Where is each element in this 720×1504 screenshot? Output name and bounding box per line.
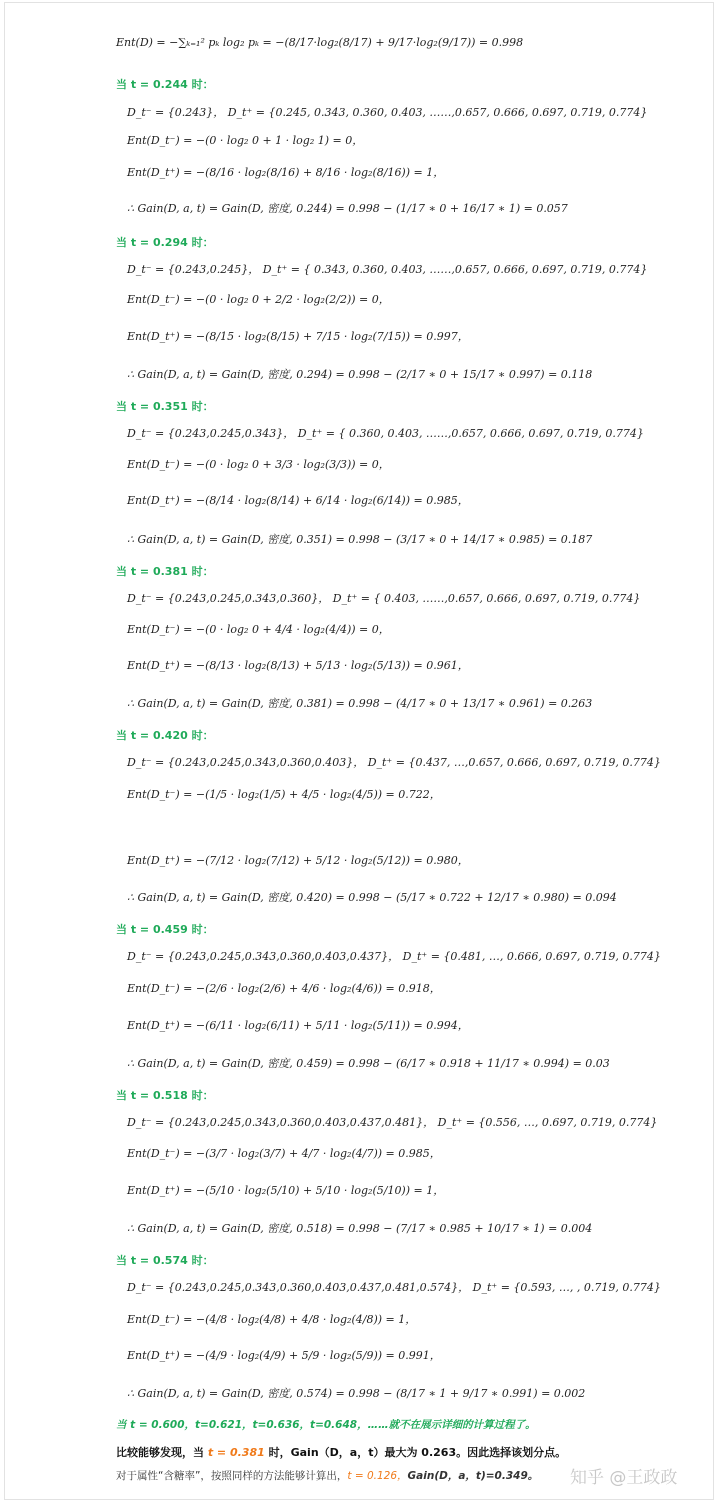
gain-0351: ∴ Gain(D, a, t) = Gain(D, 密度, 0.351) = 0.998 − (3/17 ∗ 0 + 14/17 ∗ 0.985) = 0.187 — [127, 533, 593, 546]
case-heading-0244: 当 t = 0.244 时： — [116, 78, 214, 91]
case-heading-0574: 当 t = 0.574 时： — [116, 1254, 214, 1267]
gain-0420: ∴ Gain(D, a, t) = Gain(D, 密度, 0.420) = 0.998 − (5/17 ∗ 0.722 + 12/17 ∗ 0.980) = 0.094 — [127, 891, 617, 904]
split-sets-0574: D_t⁻ = {0.243,0.245,0.343,0.360,0.403,0.437,0.481,0.574}， D_t⁺ = {0.593, …, , 0.719, 0.774} — [127, 1281, 661, 1294]
best-threshold: t = 0.381 — [207, 1446, 265, 1459]
ent-plus-0351: Ent(D_t⁺) = −(8/14 · log₂(8/14) + 6/14 · log₂(6/14)) = 0.985， — [127, 494, 469, 507]
ent-minus-0518: Ent(D_t⁻) = −(3/7 · log₂(3/7) + 4/7 · log₂(4/7)) = 0.985， — [127, 1147, 441, 1160]
ent-minus-0459: Ent(D_t⁻) = −(2/6 · log₂(2/6) + 4/6 · log₂(4/6)) = 0.918， — [127, 982, 441, 995]
split-sets-0351: D_t⁻ = {0.243,0.245,0.343}， D_t⁺ = { 0.360, 0.403, ……,0.657, 0.666, 0.697, 0.719, 0.774} — [127, 427, 644, 440]
split-sets-0244: D_t⁻ = {0.243}， D_t⁺ = {0.245, 0.343, 0.360, 0.403, ……,0.657, 0.666, 0.697, 0.719, 0.774} — [127, 106, 648, 119]
ent-d-formula: Ent(D) = −∑ₖ₌₁² pₖ log₂ pₖ = −(8/17·log₂(8/17) + 9/17·log₂(9/17)) = 0.998 — [116, 36, 524, 49]
gain-0518: ∴ Gain(D, a, t) = Gain(D, 密度, 0.518) = 0.998 − (7/17 ∗ 0.985 + 10/17 ∗ 1) = 0.004 — [127, 1222, 593, 1235]
ent-minus-0381: Ent(D_t⁻) = −(0 · log₂ 0 + 4/4 · log₂(4/4)) = 0， — [127, 623, 390, 636]
ent-plus-0294: Ent(D_t⁺) = −(8/15 · log₂(8/15) + 7/15 · log₂(7/15)) = 0.997， — [127, 330, 469, 343]
ent-plus-0574: Ent(D_t⁺) = −(4/9 · log₂(4/9) + 5/9 · log₂(5/9)) = 0.991， — [127, 1349, 441, 1362]
case-heading-0518: 当 t = 0.518 时： — [116, 1089, 214, 1102]
document-frame — [4, 2, 714, 1500]
split-sets-0381: D_t⁻ = {0.243,0.245,0.343,0.360}， D_t⁺ = { 0.403, ……,0.657, 0.666, 0.697, 0.719, 0.774} — [127, 592, 641, 605]
ent-minus-0244: Ent(D_t⁻) = −(0 · log₂ 0 + 1 · log₂ 1) = 0， — [127, 134, 364, 147]
gain-0244: ∴ Gain(D, a, t) = Gain(D, 密度, 0.244) = 0.998 − (1/17 ∗ 0 + 16/17 ∗ 1) = 0.057 — [127, 202, 568, 215]
ent-minus-0420: Ent(D_t⁻) = −(1/5 · log₂(1/5) + 4/5 · log₂(4/5)) = 0.722， — [127, 788, 441, 801]
gain-0574: ∴ Gain(D, a, t) = Gain(D, 密度, 0.574) = 0.998 − (8/17 ∗ 1 + 9/17 ∗ 0.991) = 0.002 — [127, 1387, 586, 1400]
sugar-rate-line — [116, 1469, 538, 1483]
case-heading-0459: 当 t = 0.459 时： — [116, 923, 214, 936]
gain-0294: ∴ Gain(D, a, t) = Gain(D, 密度, 0.294) = 0.998 − (2/17 ∗ 0 + 15/17 ∗ 0.997) = 0.118 — [127, 368, 593, 381]
split-sets-0420: D_t⁻ = {0.243,0.245,0.343,0.360,0.403}， D_t⁺ = {0.437, …,0.657, 0.666, 0.697, 0.719, 0.774} — [127, 756, 661, 769]
gain-0381: ∴ Gain(D, a, t) = Gain(D, 密度, 0.381) = 0.998 − (4/17 ∗ 0 + 13/17 ∗ 0.961) = 0.263 — [127, 697, 593, 710]
zhihu-watermark: 知乎 @王政政 — [570, 1468, 678, 1488]
conclusion-text-a: 比较能够发现，当 — [116, 1446, 208, 1459]
sugar-rate-text-a: 对于属性“含糖率”，按照同样的方法能够计算出， — [116, 1470, 348, 1482]
split-sets-0459: D_t⁻ = {0.243,0.245,0.343,0.360,0.403,0.437}， D_t⁺ = {0.481, …, 0.666, 0.697, 0.719, 0.774} — [127, 950, 661, 963]
sugar-rate-threshold: t = 0.126， — [347, 1470, 408, 1482]
ent-plus-0459: Ent(D_t⁺) = −(6/11 · log₂(6/11) + 5/11 · log₂(5/11)) = 0.994， — [127, 1019, 469, 1032]
sugar-rate-gain: Gain(D，a，t)=0.349。 — [407, 1470, 539, 1482]
ent-minus-0351: Ent(D_t⁻) = −(0 · log₂ 0 + 3/3 · log₂(3/3)) = 0， — [127, 458, 390, 471]
ent-plus-0381: Ent(D_t⁺) = −(8/13 · log₂(8/13) + 5/13 · log₂(5/13)) = 0.961， — [127, 659, 469, 672]
ent-plus-0420: Ent(D_t⁺) = −(7/12 · log₂(7/12) + 5/12 · log₂(5/12)) = 0.980， — [127, 854, 469, 867]
case-heading-0294: 当 t = 0.294 时： — [116, 236, 214, 249]
conclusion-line — [116, 1446, 566, 1460]
gain-0459: ∴ Gain(D, a, t) = Gain(D, 密度, 0.459) = 0.998 − (6/17 ∗ 0.918 + 11/17 ∗ 0.994) = 0.03 — [127, 1057, 610, 1070]
case-heading-0351: 当 t = 0.351 时： — [116, 400, 214, 413]
ent-plus-0244: Ent(D_t⁺) = −(8/16 · log₂(8/16) + 8/16 · log₂(8/16)) = 1， — [127, 166, 445, 179]
split-sets-0294: D_t⁻ = {0.243,0.245}， D_t⁺ = { 0.343, 0.360, 0.403, ……,0.657, 0.666, 0.697, 0.719, 0.774} — [127, 263, 648, 276]
ent-minus-0574: Ent(D_t⁻) = −(4/8 · log₂(4/8) + 4/8 · log₂(4/8)) = 1， — [127, 1313, 417, 1326]
case-heading-0420: 当 t = 0.420 时： — [116, 729, 214, 742]
case-heading-0381: 当 t = 0.381 时： — [116, 565, 214, 578]
conclusion-text-b: 时，Gain（D，a，t）最大为 0.263。因此选择该划分点。 — [264, 1446, 567, 1459]
split-sets-0518: D_t⁻ = {0.243,0.245,0.343,0.360,0.403,0.437,0.481}， D_t⁺ = {0.556, …, 0.697, 0.719, 0.774} — [127, 1116, 658, 1129]
ent-plus-0518: Ent(D_t⁺) = −(5/10 · log₂(5/10) + 5/10 · log₂(5/10)) = 1， — [127, 1184, 445, 1197]
ent-minus-0294: Ent(D_t⁻) = −(0 · log₂ 0 + 2/2 · log₂(2/2)) = 0， — [127, 293, 390, 306]
remaining-cases-note: 当 t = 0.600，t=0.621，t=0.636，t=0.648，……就不在展示详细的计算过程了。 — [116, 1419, 536, 1431]
